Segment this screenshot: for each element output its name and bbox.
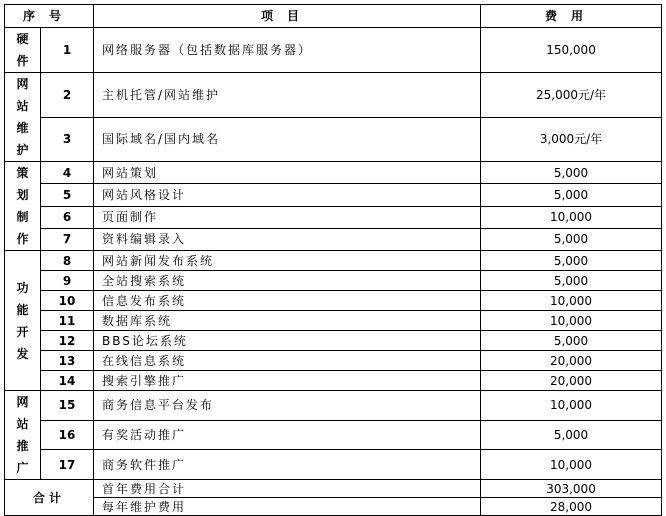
row-item: 商务软件推广	[94, 450, 481, 480]
table-row	[5, 420, 662, 450]
row-item: 国际域名/国内域名	[94, 117, 481, 162]
row-cost: 10,000	[481, 450, 662, 480]
row-item: 网站风格设计	[94, 184, 481, 206]
table-row	[5, 28, 662, 73]
header-row	[5, 5, 662, 28]
row-item: 网站策划	[94, 162, 481, 184]
row-cost: 5,000	[481, 184, 662, 206]
table-row	[5, 391, 662, 421]
row-number: 15	[41, 391, 94, 421]
row-item: BBS论坛系统	[94, 331, 481, 351]
table-row	[5, 271, 662, 291]
category-planning: 策划制作	[5, 162, 41, 251]
row-number: 5	[41, 184, 94, 206]
row-cost: 5,000	[481, 420, 662, 450]
total-item: 首年费用合计	[94, 480, 481, 498]
row-number: 9	[41, 271, 94, 291]
row-item: 有奖活动推广	[94, 420, 481, 450]
row-item: 网站新闻发布系统	[94, 251, 481, 271]
row-cost: 5,000	[481, 228, 662, 250]
row-number: 10	[41, 291, 94, 311]
table-row	[5, 206, 662, 228]
row-number: 12	[41, 331, 94, 351]
row-number: 16	[41, 420, 94, 450]
row-cost: 150,000	[481, 28, 662, 73]
table-row	[5, 251, 662, 271]
row-item: 数据库系统	[94, 311, 481, 331]
row-number: 11	[41, 311, 94, 331]
row-cost: 5,000	[481, 331, 662, 351]
row-cost: 3,000元/年	[481, 117, 662, 162]
table-row	[5, 351, 662, 371]
row-number: 2	[41, 73, 94, 118]
row-cost: 25,000元/年	[481, 73, 662, 118]
row-cost: 20,000	[481, 351, 662, 371]
header-no: 序号	[5, 5, 94, 28]
row-item: 商务信息平台发布	[94, 391, 481, 421]
category-promotion: 网站推广	[5, 391, 41, 480]
row-cost: 10,000	[481, 206, 662, 228]
row-item: 网络服务器（包括数据库服务器）	[94, 28, 481, 73]
total-row	[5, 498, 662, 516]
row-cost: 5,000	[481, 271, 662, 291]
total-cost: 28,000	[481, 498, 662, 516]
header-cost: 费用	[481, 5, 662, 28]
row-number: 4	[41, 162, 94, 184]
table-row	[5, 117, 662, 162]
row-item: 全站搜索系统	[94, 271, 481, 291]
row-item: 搜索引擎推广	[94, 371, 481, 391]
table-row	[5, 450, 662, 480]
row-number: 13	[41, 351, 94, 371]
row-cost: 5,000	[481, 162, 662, 184]
row-item: 资料编辑录入	[94, 228, 481, 250]
row-number: 17	[41, 450, 94, 480]
row-item: 在线信息系统	[94, 351, 481, 371]
header-item: 项目	[94, 5, 481, 28]
row-cost: 5,000	[481, 251, 662, 271]
table-row	[5, 311, 662, 331]
total-cost: 303,000	[481, 480, 662, 498]
row-cost: 20,000	[481, 371, 662, 391]
cost-table-container	[4, 4, 661, 514]
table-row	[5, 371, 662, 391]
row-item: 主机托管/网站维护	[94, 73, 481, 118]
table-row	[5, 73, 662, 118]
cost-table	[4, 4, 662, 516]
total-label: 合计	[5, 480, 94, 516]
category-maintenance: 网站维护	[5, 73, 41, 162]
row-cost: 10,000	[481, 391, 662, 421]
table-row	[5, 228, 662, 250]
table-row	[5, 291, 662, 311]
total-item: 每年维护费用	[94, 498, 481, 516]
total-row	[5, 480, 662, 498]
row-cost: 10,000	[481, 291, 662, 311]
row-number: 6	[41, 206, 94, 228]
table-row	[5, 331, 662, 351]
category-hardware: 硬件	[5, 28, 41, 73]
row-cost: 10,000	[481, 311, 662, 331]
row-number: 7	[41, 228, 94, 250]
category-features: 功能开发	[5, 251, 41, 391]
row-item: 页面制作	[94, 206, 481, 228]
table-row	[5, 184, 662, 206]
row-number: 1	[41, 28, 94, 73]
row-number: 14	[41, 371, 94, 391]
row-number: 3	[41, 117, 94, 162]
row-item: 信息发布系统	[94, 291, 481, 311]
row-number: 8	[41, 251, 94, 271]
table-row	[5, 162, 662, 184]
